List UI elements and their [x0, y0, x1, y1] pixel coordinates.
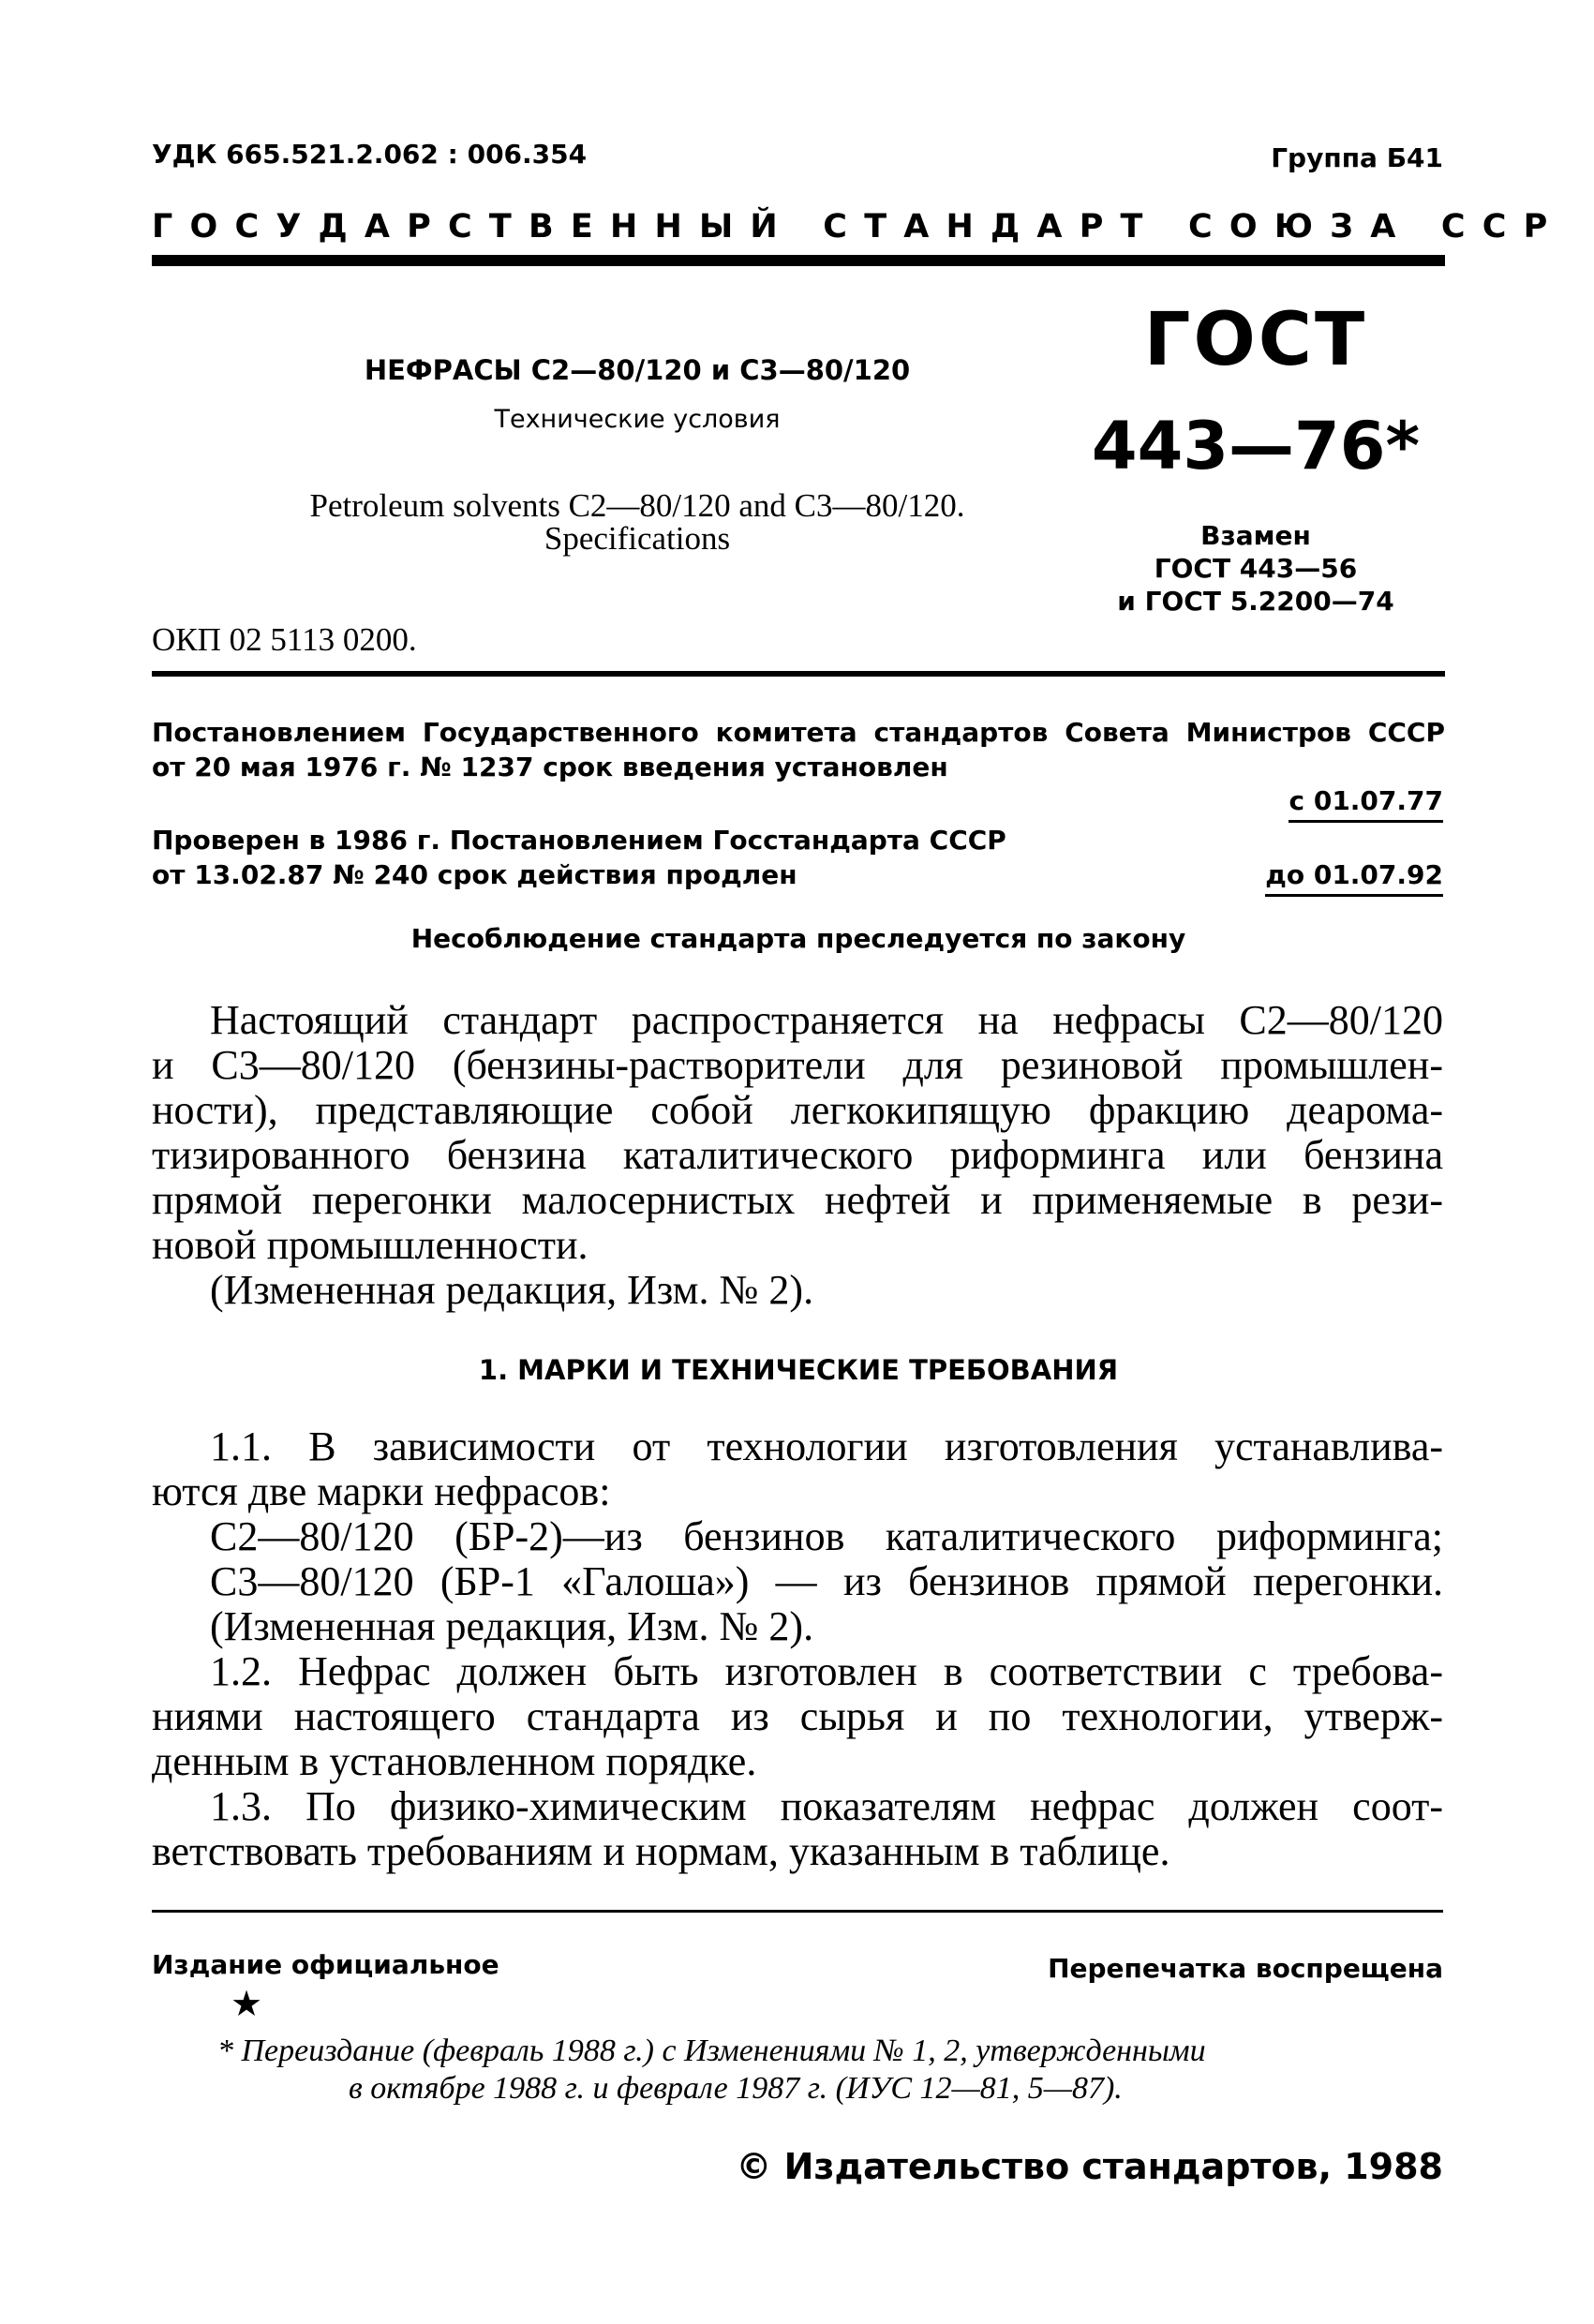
clause-1-1-line: ются две марки нефрасов:	[152, 1468, 611, 1514]
udk-code: УДК 665.521.2.062 : 006.354	[152, 139, 588, 170]
gost-label: ГОСТ	[1143, 298, 1368, 382]
intro-line: ности), представляющие собой легкокипящую фракцию деарома-	[152, 1087, 1443, 1133]
gost-number: 443—76*	[1091, 408, 1421, 484]
decree-line-1: Постановлением Государственного комитета стандартов Совета Министров СССР	[152, 717, 1445, 748]
grade-c2: С2—80/120 (БР-2)—из бензинов каталитического риформинга;	[210, 1513, 1443, 1559]
intro-line: и С3—80/120 (бензины-растворители для резиновой промышлен-	[152, 1042, 1443, 1088]
footer-rule	[152, 1910, 1443, 1913]
copyright: © Издательство стандартов, 1988	[736, 2146, 1443, 2187]
replaces-label: Взамен	[1200, 520, 1311, 551]
intro-paragraph	[152, 998, 1443, 1313]
reissue-note-1: * Переиздание (февраль 1988 г.) с Изменениями № 1, 2, утвержденными	[217, 2034, 1206, 2068]
decree-line-3: Проверен в 1986 г. Постановлением Госстандарта СССР	[152, 825, 1006, 856]
standard-title: ГОСУДАРСТВЕННЫЙ СТАНДАРТ СОЮЗА ССР	[152, 208, 1565, 246]
clause-1-2-line: ниями настоящего стандарта из сырья и по технологии, утверж-	[152, 1693, 1443, 1739]
date-to	[1218, 859, 1443, 897]
reprint-prohibited: Перепечатка воспрещена	[1048, 1953, 1443, 1984]
date-from-value: с 01.07.77	[1289, 785, 1443, 823]
section-1-heading: 1. МАРКИ И ТЕХНИЧЕСКИЕ ТРЕБОВАНИЯ	[478, 1354, 1119, 1386]
intro-line: тизированного бензина каталитического риформинга или бензина	[152, 1132, 1443, 1178]
header-rule	[152, 255, 1445, 266]
product-subtitle-en: Specifications	[544, 520, 731, 557]
decree-line-2: от 20 мая 1976 г. № 1237 срок введения установлен	[152, 752, 948, 782]
law-warning: Несоблюдение стандарта преследуется по закону	[410, 923, 1186, 954]
product-name-en: Petroleum solvents C2—80/120 and C3—80/120.	[309, 487, 965, 524]
clause-1-2-line: денным в установленном порядке.	[152, 1738, 757, 1784]
product-name-ru: НЕФРАСЫ С2—80/120 и С3—80/120	[364, 354, 911, 386]
grade-c3: С3—80/120 (БР-1 «Галоша») — из бензинов прямой перегонки.	[210, 1558, 1443, 1604]
official-edition: Издание официальное	[152, 1949, 499, 1980]
clause-1-1-note: (Измененная редакция, Изм. № 2).	[210, 1603, 814, 1649]
intro-line: Настоящий стандарт распространяется на нефрасы С2—80/120	[210, 997, 1443, 1043]
title-rule	[152, 671, 1445, 677]
star-icon: ★	[231, 1983, 263, 2024]
clause-1-2-line: 1.2. Нефрас должен быть изготовлен в соответствии с требова-	[210, 1648, 1443, 1694]
clause-1-3-line: 1.3. По физико-химическим показателям нефрас должен соот-	[210, 1783, 1443, 1829]
replaces-gost-2: и ГОСТ 5.2200—74	[1117, 586, 1394, 617]
clause-1-3-line: ветствовать требованиям и нормам, указанным в таблице.	[152, 1828, 1170, 1874]
product-subtitle-ru: Технические условия	[494, 405, 781, 434]
clause-1-1-line: 1.1. В зависимости от технологии изготовления устанавлива-	[210, 1423, 1443, 1469]
group-code: Группа Б41	[1271, 142, 1443, 173]
date-from	[1218, 785, 1443, 823]
reissue-note-2: в октябре 1988 г. и феврале 1987 г. (ИУС 12—81, 5—87).	[349, 2071, 1123, 2106]
replaces-gost-1: ГОСТ 443—56	[1154, 553, 1358, 584]
intro-line: новой промышленности.	[152, 1222, 588, 1268]
decree-line-4: от 13.02.87 № 240 срок действия продлен	[152, 859, 797, 890]
section-1-body	[152, 1424, 1443, 1874]
date-to-value: до 01.07.92	[1265, 859, 1443, 897]
intro-note: (Измененная редакция, Изм. № 2).	[210, 1267, 814, 1313]
intro-line: прямой перегонки малосернистых нефтей и применяемые в рези-	[152, 1177, 1443, 1223]
okp-code: ОКП 02 5113 0200.	[152, 621, 417, 658]
